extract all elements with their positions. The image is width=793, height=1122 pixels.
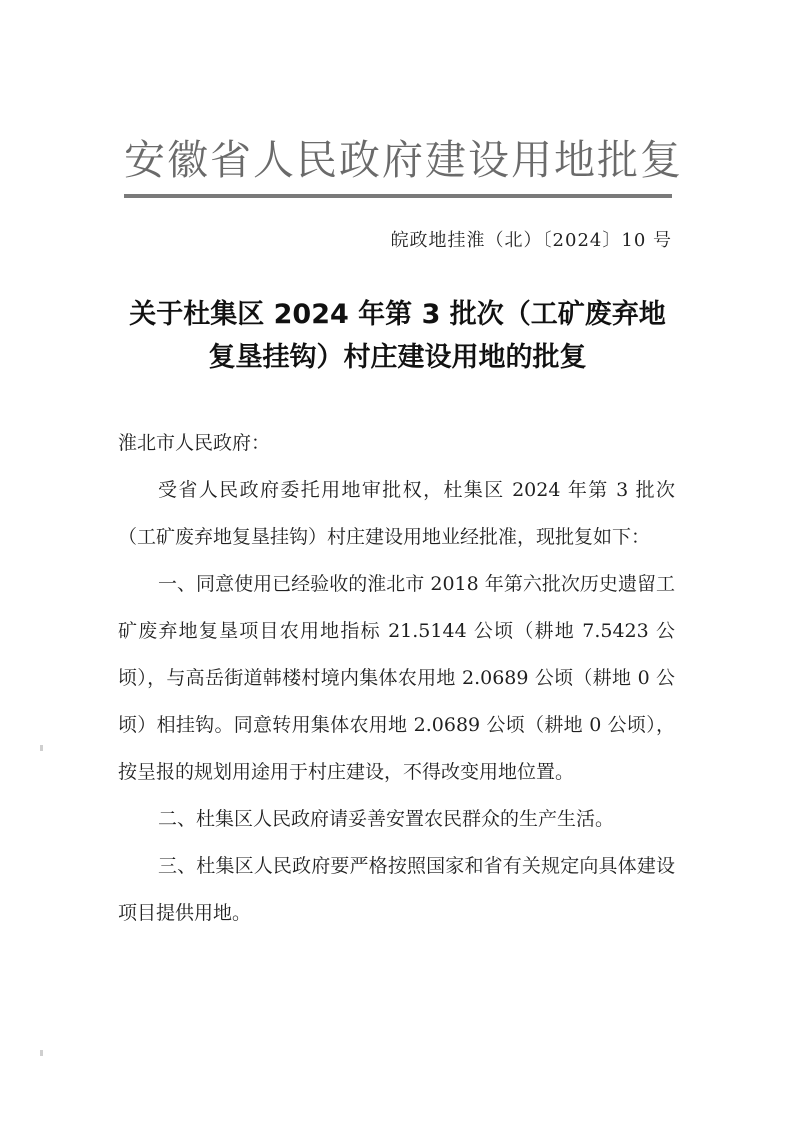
document-title-line-1: 关于杜集区 2024 年第 3 批次（工矿废弃地	[129, 299, 666, 330]
document-title-line-2: 复垦挂钩）村庄建设用地的批复	[208, 342, 587, 373]
document-body	[118, 420, 675, 937]
scan-margin-mark	[40, 745, 43, 751]
paragraph-intro: 受省人民政府委托用地审批权，杜集区 2024 年第 3 批次（工矿废弃地复垦挂钩）村庄建设用地业经批准，现批复如下：	[118, 479, 675, 548]
salutation: 淮北市人民政府：	[118, 432, 271, 454]
paragraph-item-3: 三、杜集区人民政府要严格按照国家和省有关规定向具体建设项目提供用地。	[118, 855, 675, 924]
letterhead-rule	[124, 194, 672, 198]
paragraph-item-2: 二、杜集区人民政府请妥善安置农民群众的生产生活。	[158, 808, 615, 830]
scan-margin-mark	[40, 1050, 43, 1056]
document-number: 皖政地挂淮（北）〔2024〕10 号	[390, 230, 672, 251]
paragraph-item-1: 一、同意使用已经验收的淮北市 2018 年第六批次历史遗留工矿废弃地复垦项目农用地指标 21.5144 公顷（耕地 7.5423 公顷），与高岳街道韩楼村境内集体农用地 2.0689 公顷（耕地 0 公顷）相挂钩。同意转用集体农用地 2.0689 公顷（耕地 0 公顷），按呈报的规划用途用于村庄建设，不得改变用地位置。	[118, 573, 675, 783]
document-title	[110, 293, 685, 379]
letterhead-title: 安徽省人民政府建设用地批复	[124, 136, 683, 184]
